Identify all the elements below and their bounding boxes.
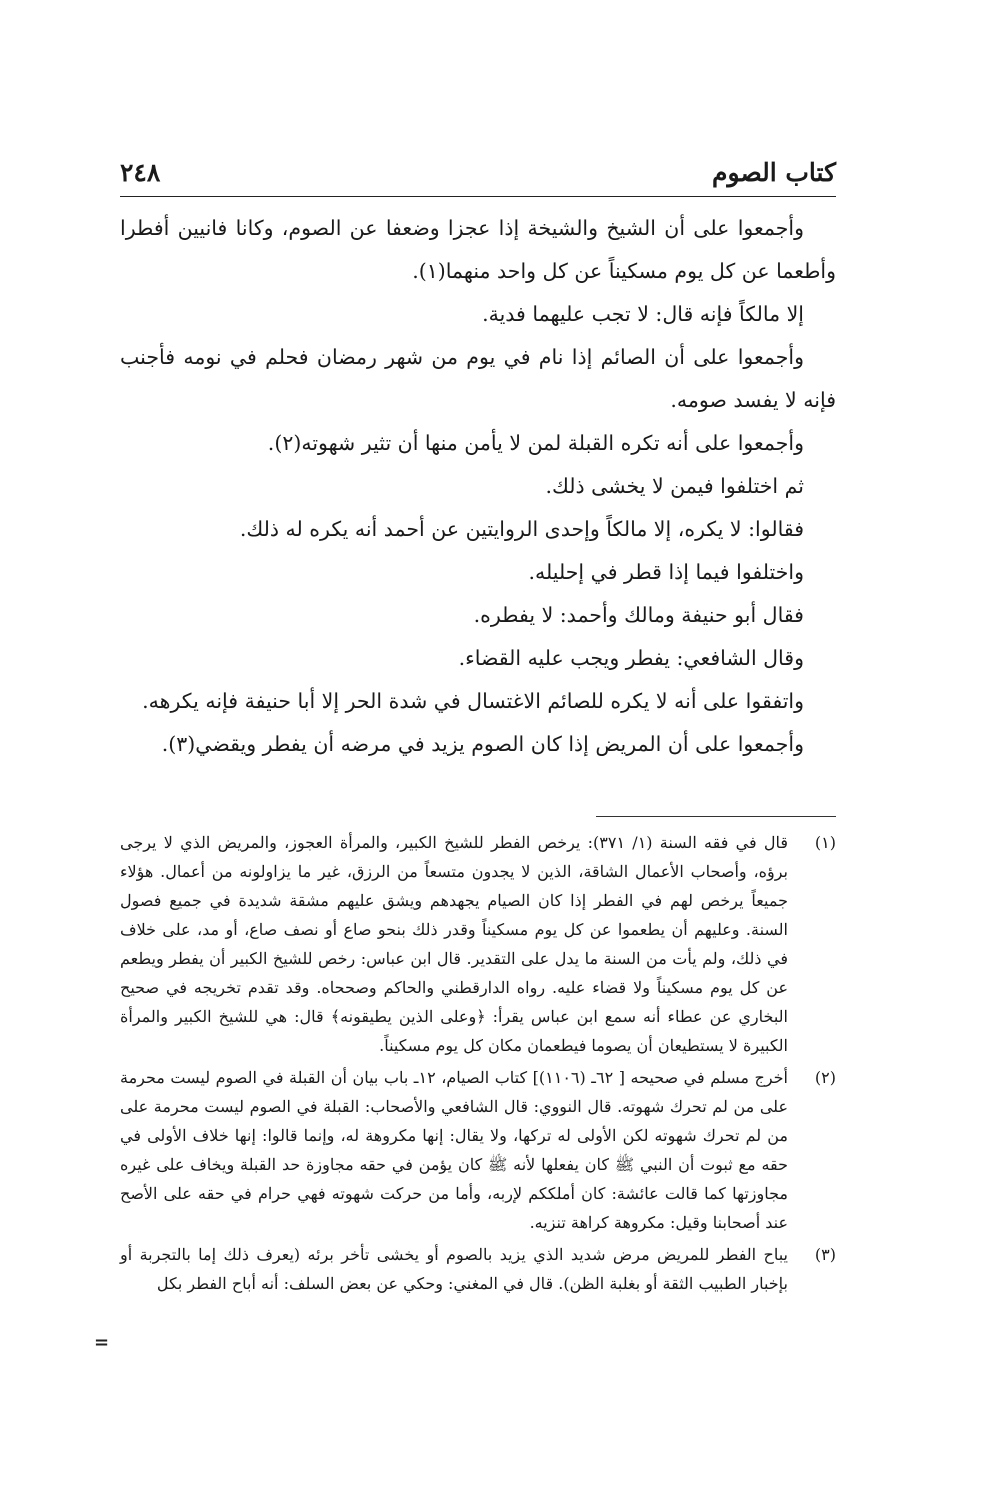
paragraph: إلا مالكاً فإنه قال: لا تجب عليهما فدية. [482,302,804,326]
main-text [120,207,836,766]
footnote-text: يباح الفطر للمريض مرض شديد الذي يزيد بالصوم أو يخشى تأخر برئه (يعرف ذلك إما بالتجربة أو بإخبار الطبيب الثقة أو بغلبة الظن). قال في المغني: وحكي عن بعض السلف: أنه أباح الفطر بكل [120,1245,788,1293]
continuation-mark: = [94,1332,110,1353]
paragraph: وأجمعوا على أنه تكره القبلة لمن لا يأمن منها أن تثير شهوته(٢). [267,431,804,455]
footnote [120,828,836,1060]
footnote [120,1063,836,1237]
paragraph: وأجمعوا على أن الصائم إذا نام في يوم من شهر رمضان فحلم في نومه فأجنب فإنه لا يفسد صومه. [120,345,836,412]
paragraph: وأجمعوا على أن المريض إذا كان الصوم يزيد في مرضه أن يفطر ويقضي(٣). [161,732,804,756]
footnote [120,1240,836,1298]
paragraph: واتفقوا على أنه لا يكره للصائم الاغتسال في شدة الحر إلا أبا حنيفة فإنه يكرهه. [142,689,804,713]
chapter-title: كتاب الصوم [712,158,836,187]
paragraph: فقالوا: لا يكره، إلا مالكاً وإحدى الروايتين عن أحمد أنه يكره له ذلك. [239,517,804,541]
footnote-number: (١) [814,833,836,852]
book-page [120,150,836,1390]
footnotes [120,828,836,1301]
footnote-number: (٣) [814,1245,836,1264]
paragraph: وقال الشافعي: يفطر ويجب عليه القضاء. [458,646,804,670]
paragraph: وأجمعوا على أن الشيخ والشيخة إذا عجزا وضعفا عن الصوم، وكانا فانيين أفطرا وأطعما عن كل يوم مسكيناً عن كل واحد منهما(١). [120,216,836,283]
footnote-number: (٢) [814,1068,836,1087]
paragraph: ثم اختلفوا فيمن لا يخشى ذلك. [545,474,804,498]
page-header [120,150,836,197]
footnote-text: أخرج مسلم في صحيحه [ ٦٢ـ (١١٠٦)] كتاب الصيام، ١٢ـ باب بيان أن القبلة في الصوم ليست محرمة على من لم تحرك شهوته. قال النووي: قال الشافعي والأصحاب: القبلة في الصوم ليست محرمة على من لم تحرك شهوته لكن الأولى له تركها، ولا يقال: إنها مكروهة له، وإنما قالوا: إنها خلاف الأولى في حقه مع ثبوت أن النبي ﷺ كان يفعلها لأنه ﷺ كان يؤمن في حقه مجاوزة حد القبلة ويخاف على غيره مجاوزتها كما قالت عائشة: كان أملككم لإربه، وأما من حركت شهوته فهي حرام في حقه على الأصح عند أصحابنا وقيل: مكروهة كراهة تنزيه. [120,1068,789,1232]
paragraph: فقال أبو حنيفة ومالك وأحمد: لا يفطره. [473,603,804,627]
footnote-text: قال في فقه السنة (١/ ٣٧١): يرخص الفطر للشيخ الكبير، والمرأة العجوز، والمريض الذي لا يرجى برؤه، وأصحاب الأعمال الشاقة، الذين لا يجدون متسعاً من الرزق، غير ما يزاولونه من أعمال. هؤلاء جميعاً يرخص لهم في الفطر إذا كان الصيام يجهدهم ويشق عليهم مشقة شديدة في جميع فصول السنة. وعليهم أن يطعموا عن كل يوم مسكيناً وقدر ذلك بنحو صاع أو نصف صاع، أو مد، على خلاف في ذلك، ولم يأت من السنة ما يدل على التقدير. قال ابن عباس: رخص للشيخ الكبير أن يفطر ويطعم عن كل يوم مسكيناً ولا قضاء عليه. رواه الدارقطني والحاكم وصححاه. وقد تقدم تخريجه في صحيح البخاري عن عطاء أنه سمع ابن عباس يقرأ: ﴿وعلى الذين يطيقونه﴾ قال: هي للشيخ الكبير والمرأة الكبيرة لا يستطيعان أن يصوما فيطعمان مكان كل يوم مسكيناً. [120,833,789,1055]
paragraph: واختلفوا فيما إذا قطر في إحليله. [528,560,804,584]
page-number: ٢٤٨ [120,158,161,187]
footnote-separator [596,816,836,817]
